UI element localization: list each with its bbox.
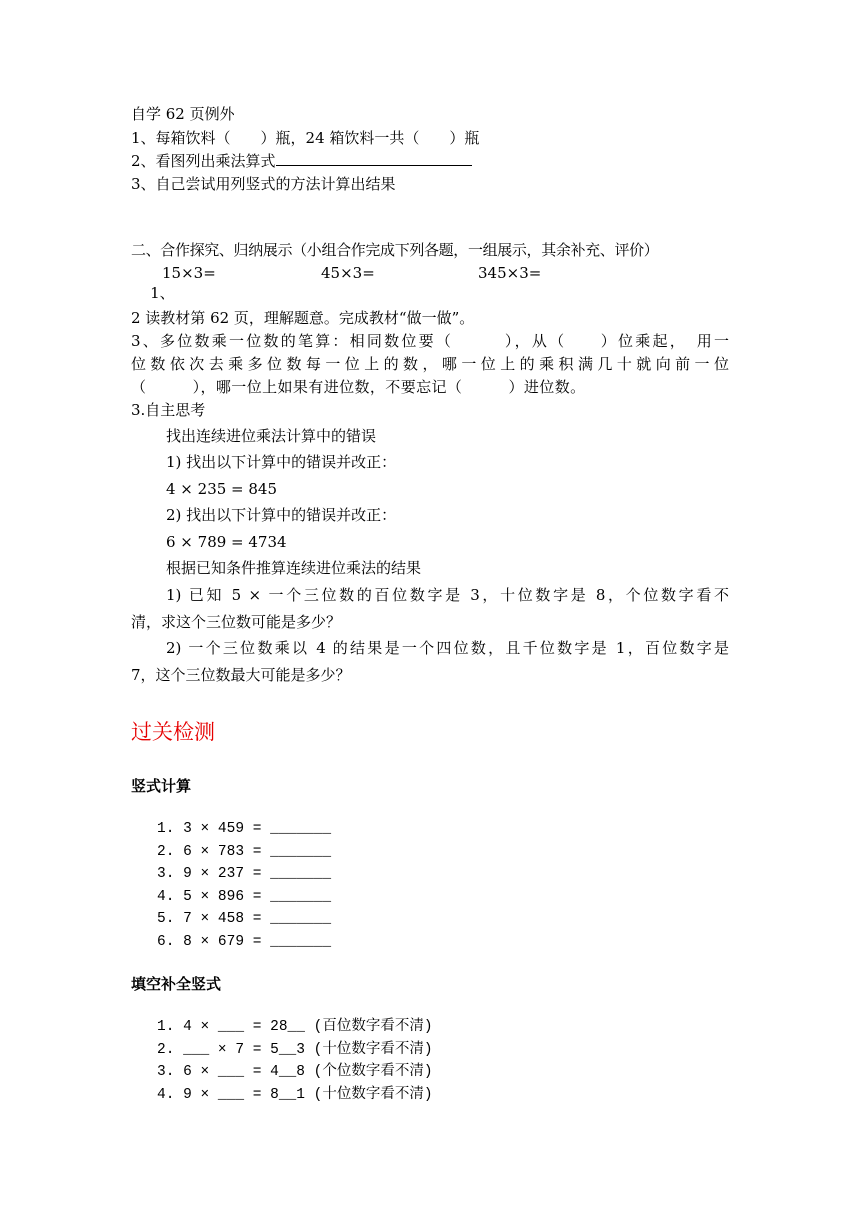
vertical-item: 1. 3 × 459 = _______ [157,821,332,837]
error2-label: 2) 找出以下计算中的错误并改正： [166,506,397,524]
calc-item-2: 45×3= [321,264,375,282]
calc-prefix: 1、 [150,284,175,302]
answer-underline [276,151,472,166]
fill-heading: 填空补全竖式 [131,975,222,993]
rule-line-3: （ ），哪一位上如果有进位数，不要忘记（ ）进位数。 [131,378,586,396]
rule-line-1: 3、多位数乘一位数的笔算：相同数位要（ ），从（ ）位乘起， 用一 [131,332,729,350]
self-study-heading: 自学 62 页例外 [131,105,235,123]
think-heading: 3.自主思考 [131,401,206,419]
error2-expr: 6 × 789 = 4734 [166,533,287,551]
self-study-q1: 1、每箱饮料（ ）瓶，24 箱饮料一共（ ）瓶 [131,129,480,147]
vertical-item: 4. 5 × 896 = _______ [157,889,332,905]
vertical-item: 2. 6 × 783 = _______ [157,844,332,860]
self-study-q2 [131,151,472,171]
error1-expr: 4 × 235 = 845 [166,480,278,498]
cooperate-heading: 二、合作探究、归纳展示（小组合作完成下列各题，一组展示，其余补充、评价） [131,241,659,259]
problem1-line1: 1) 已知 5 × 一个三位数的百位数字是 3，十位数字是 8，个位数字看不 [166,586,729,604]
error1-label: 1) 找出以下计算中的错误并改正： [166,453,397,471]
fill-item: 2. ___ × 7 = 5__3 (十位数字看不清) [157,1042,433,1058]
problem1-line2: 清，求这个三位数可能是多少？ [131,613,342,631]
rule-line-2: 位数依次去乘多位数每一位上的数，哪一位上的乘积满几十就向前一位 [131,355,729,373]
vertical-item: 6. 8 × 679 = _______ [157,934,332,950]
check-title: 过关检测 [131,720,215,744]
calc-item-1: 15×3= [162,264,216,282]
read-task: 2 读教材第 62 页，理解题意。完成教材“做一做”。 [131,309,475,327]
problem2-line2: 7，这个三位数最大可能是多少？ [131,666,351,684]
vertical-item: 5. 7 × 458 = _______ [157,911,332,927]
think-sub1: 找出连续进位乘法计算中的错误 [166,427,377,445]
fill-item: 4. 9 × ___ = 8__1 (十位数字看不清) [157,1087,433,1103]
calc-item-3: 345×3= [478,264,542,282]
self-study-q3: 3、自己尝试用列竖式的方法计算出结果 [131,175,396,193]
fill-item: 3. 6 × ___ = 4__8 (个位数字看不清) [157,1064,433,1080]
problem2-line1: 2) 一个三位数乘以 4 的结果是一个四位数，且千位数字是 1，百位数字是 [166,639,729,657]
vertical-heading: 竖式计算 [131,777,192,795]
fill-item: 1. 4 × ___ = 28__ (百位数字看不清) [157,1019,433,1035]
vertical-item: 3. 9 × 237 = _______ [157,866,332,882]
self-study-q2-text: 2、看图列出乘法算式 [131,152,276,170]
think-sub2: 根据已知条件推算连续进位乘法的结果 [166,559,422,577]
